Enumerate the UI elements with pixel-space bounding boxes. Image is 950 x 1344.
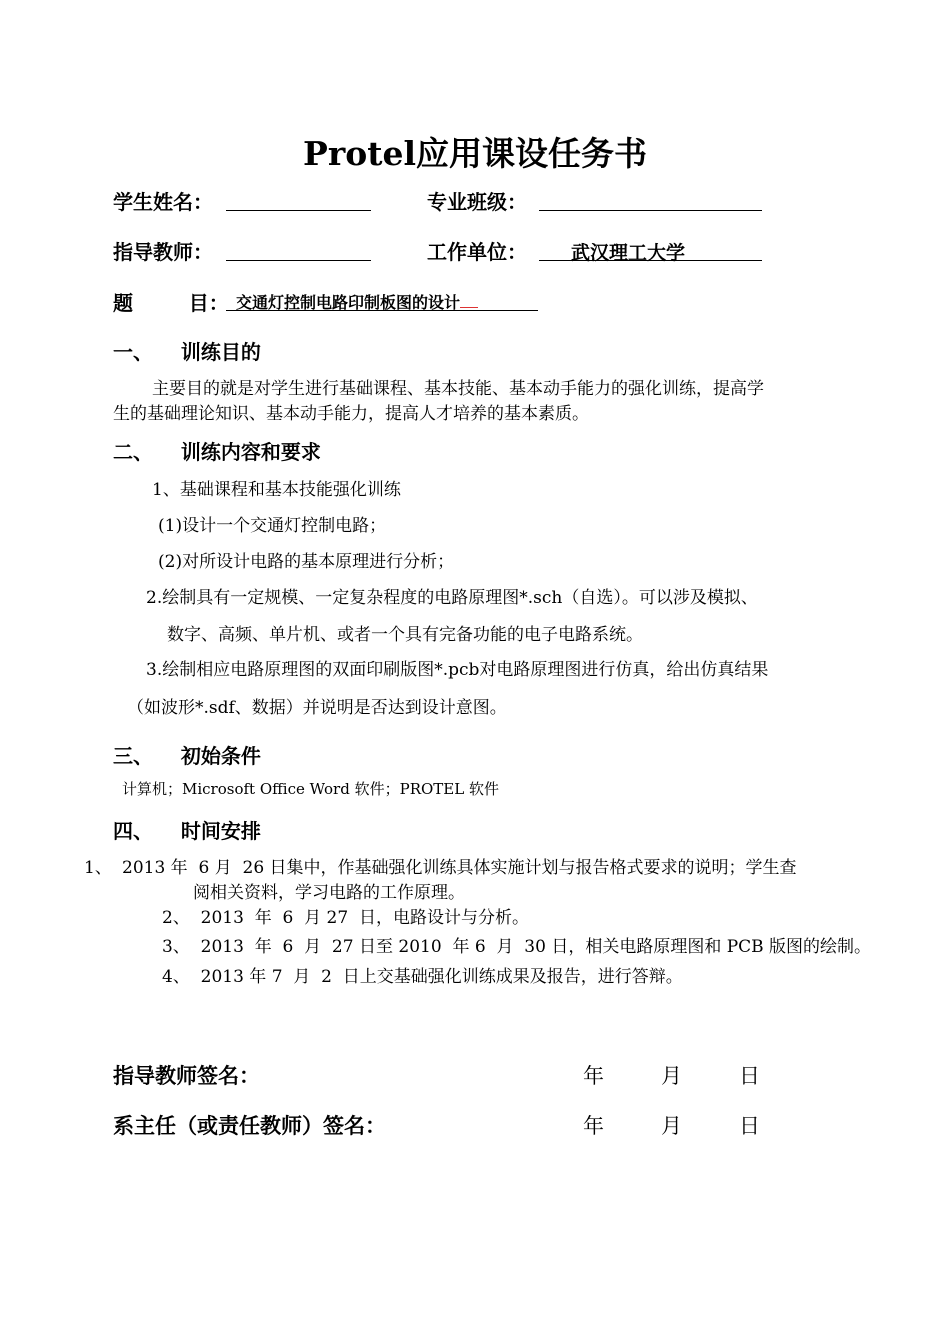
dept-sig-year: 年 bbox=[583, 1114, 604, 1138]
section-2-item-2-line2: 数字、高频、单片机、或者一个具有完备功能的电子电路系统。 bbox=[167, 625, 643, 645]
topic-field[interactable] bbox=[226, 290, 538, 311]
section-2-item-1b: (2)对所设计电路的基本原理进行分析； bbox=[158, 552, 455, 572]
section-4-item-4: 4、 2013 年 7 月 2 日上交基础强化训练成果及报告，进行答辩。 bbox=[162, 967, 683, 987]
section-1-heading: 一、 训练目的 bbox=[113, 340, 261, 364]
teacher-sig-year: 年 bbox=[583, 1064, 604, 1088]
section-2-item-3-line2: （如波形*.sdf、数据）并说明是否达到设计意图。 bbox=[127, 698, 507, 718]
section-1-body-line1: 主要目的就是对学生进行基础课程、基本技能、基本动手能力的强化训练，提高学 bbox=[152, 379, 764, 399]
section-2-item-1: 1、基础课程和基本技能强化训练 bbox=[152, 480, 401, 500]
student-name-label: 学生姓名： bbox=[113, 190, 213, 214]
major-class-label: 专业班级： bbox=[427, 190, 527, 214]
major-class-field[interactable] bbox=[539, 188, 762, 211]
teacher-sig-day: 日 bbox=[739, 1064, 760, 1088]
section-1-body-line2: 生的基础理论知识、基本动手能力，提高人才培养的基本素质。 bbox=[113, 404, 589, 424]
section-2-item-2-line1: 2.绘制具有一定规模、一定复杂程度的电路原理图*.sch（自选）。可以涉及模拟、 bbox=[146, 588, 758, 608]
section-2-item-3-line1: 3.绘制相应电路原理图的双面印刷版图*.pcb对电路原理图进行仿真，给出仿真结果 bbox=[146, 660, 769, 680]
section-4-item-2: 2、 2013 年 6 月 27 日，电路设计与分析。 bbox=[162, 908, 529, 928]
teacher-signature-label: 指导教师签名： bbox=[113, 1064, 260, 1088]
section-3-body: 计算机；Microsoft Office Word 软件；PROTEL 软件 bbox=[122, 780, 499, 798]
section-4-item-3: 3、 2013 年 6 月 27 日至 2010 年 6 月 30 日，相关电路原理图和 PCB 版图的绘制。 bbox=[162, 937, 872, 957]
work-unit-value: 武汉理工大学 bbox=[571, 242, 686, 264]
dept-sig-month: 月 bbox=[661, 1114, 682, 1138]
page-title: Protel应用课设任务书 bbox=[303, 134, 647, 173]
dept-head-signature-label: 系主任（或责任教师）签名： bbox=[113, 1114, 386, 1138]
work-unit-field[interactable] bbox=[539, 238, 762, 264]
red-underline-mark bbox=[460, 307, 478, 308]
teacher-label: 指导教师： bbox=[113, 240, 213, 264]
section-4-item-1-number: 1、 bbox=[84, 858, 112, 878]
section-2-item-1a: (1)设计一个交通灯控制电路； bbox=[158, 516, 387, 536]
section-4-item-1-line2: 阅相关资料，学习电路的工作原理。 bbox=[193, 883, 465, 903]
student-name-field[interactable] bbox=[226, 188, 371, 211]
teacher-field[interactable] bbox=[226, 238, 371, 261]
work-unit-label: 工作单位： bbox=[427, 240, 527, 264]
section-4-heading: 四、 时间安排 bbox=[113, 819, 261, 843]
section-2-heading: 二、 训练内容和要求 bbox=[113, 440, 321, 464]
topic-value: 交通灯控制电路印制板图的设计 bbox=[236, 293, 461, 312]
topic-label: 题 目： bbox=[113, 291, 229, 315]
dept-sig-day: 日 bbox=[739, 1114, 760, 1138]
teacher-sig-month: 月 bbox=[661, 1064, 682, 1088]
section-4-item-1-line1: 2013 年 6 月 26 日集中，作基础强化训练具体实施计划与报告格式要求的说明；学生查 bbox=[122, 858, 797, 878]
section-3-heading: 三、 初始条件 bbox=[113, 744, 261, 768]
